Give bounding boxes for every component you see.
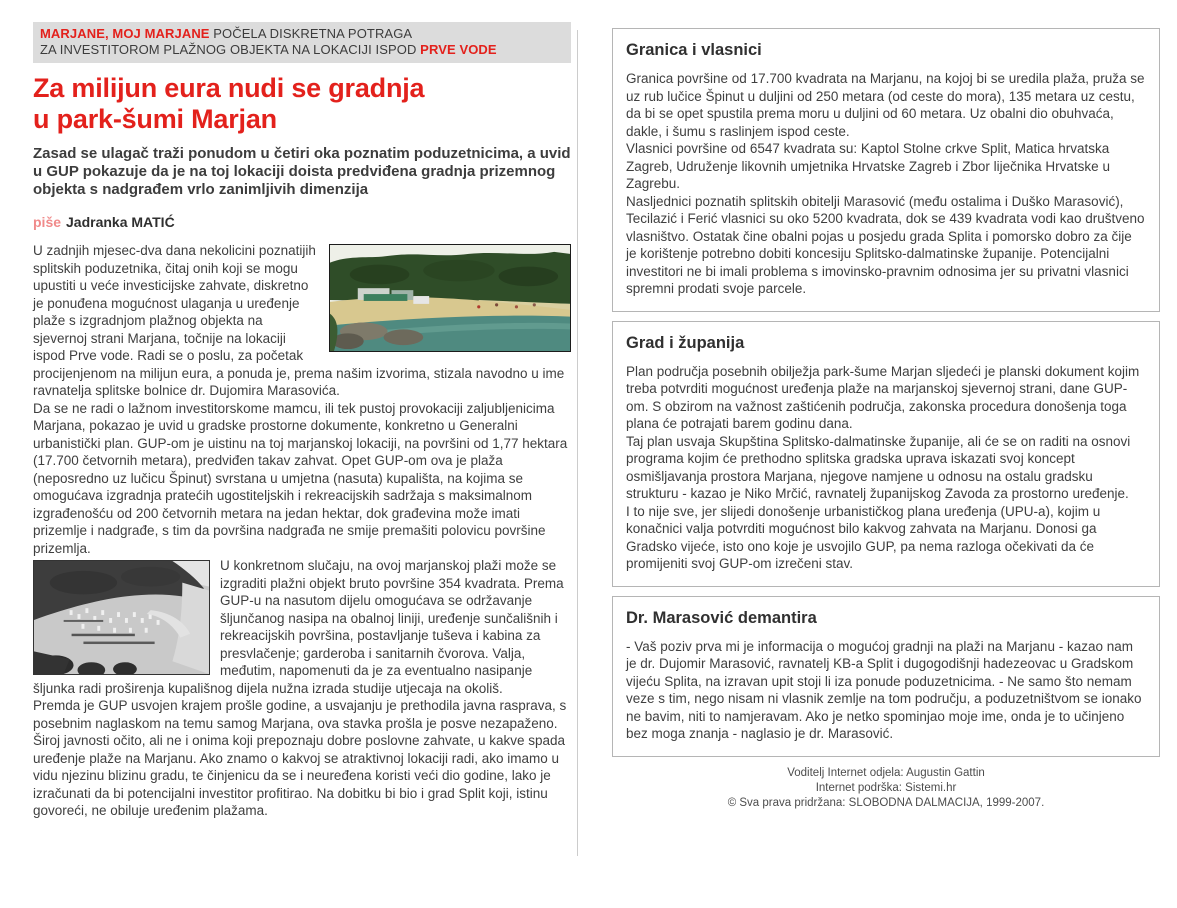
byline-label: piše <box>33 214 62 230</box>
sidebar-column <box>612 28 1160 811</box>
byline <box>33 214 571 230</box>
column-divider <box>577 30 578 856</box>
headline-line-2: u park-šumi Marjan <box>33 104 277 134</box>
byline-author: Jadranka MATIĆ <box>66 214 175 230</box>
beach-photo-graphic <box>330 245 570 351</box>
kicker-red-1: MARJANE, MOJ MARJANE <box>40 26 210 41</box>
beach-photo <box>329 244 571 352</box>
box-title-grad: Grad i županija <box>626 333 745 352</box>
box-text-line: Granica površine od 17.700 kvadrata na Marjanu, na kojoj bi se uredila plaža, pruža se uz rub lučice Špinut u duljini od 250 metara (od ceste do mora), 135 metara uz cestu, da bi se opet spustila prema moru u duljini od 60 metara. Uz obalni dio obuhvaća, dakle, i šumu s raslinjem ispod ceste. <box>626 71 1145 139</box>
kicker-strip <box>33 22 571 63</box>
box-text-line: Taj plan usvaja Skupština Splitsko-dalmatinske županije, ali će se on raditi na osnovi programa kojim će prethodno splitska gradska uprava iskazati svoj koncept osmišljavanja prostora Marjana, njegove namjene u odnosu na ostalu gradsku strukturu - kazao je Niko Mrčić, ravnatelj županijskog Zavoda za prostorno uređenje. <box>626 433 1131 501</box>
sidebar-box-grad <box>612 321 1160 587</box>
marina-photo <box>33 560 210 675</box>
box-text-line: Vlasnici površine od 6547 kvadrata su: Kaptol Stolne crkve Split, Matica hrvatska Zagreb, Udruženje likovnih umjetnika Hrvatske Zagreb i Zbor liječnika Hrvatske u Zagrebu. <box>626 141 1110 191</box>
box-text-line: - Vaš poziv prva mi je informacija o mogućoj gradnji na plaži na Marjanu - kazao nam je dr. Dujomir Marasović, ravnatelj KB-a Split i dugogodišnji hadezeovac u Gradskom vijeću Splita, na izravan upit stoji li iza ponude poduzetnicima. - Ne samo što nemam veze s tim, nego nisam ni vlasnik zemlje na tom području, a poduzetništvom se ionako ne bavim, niti to namjeravam. Ako je netko spominjao moje ime, onda je to učinjeno bez moga znanja - naglasio je dr. Marasović. <box>626 638 1142 741</box>
footer-line-2: Internet podrška: Sistemi.hr <box>815 781 957 794</box>
footer-line-1: Voditelj Internet odjela: Augustin Gattin <box>787 766 985 779</box>
article-paragraph-3: U konkretnom slučaju, na ovoj marjanskoj plaži može se izgraditi plažni objekt bruto površine 354 kvadrata. Prema GUP-u na nasutom dijelu omogućava se održavanje šljunčanog nasipa na obalnoj liniji, uređenje sunčališnih i rekreacijskih površina, postavljanje tuševa i kabina za presvlačenje; garderoba i sanitarnih čvorova. Valja, međutim, napomenuti da je za eventualno nasipanje šljunka radi proširenja kupališnog dijela nužna izrada studije utjecaja na okoliš. <box>33 558 564 696</box>
box-text-line: Plan područja posebnih obilježja park-šume Marjan sljedeći je planski dokument kojim treba potvrditi mogućnost uređenja plaže na marjanskoj sjevernoj strani, dane GUP-om. S obzirom na važnost zaštićenih područja, zakonska procedura donošenja toga plana će potrajati barem godinu dana. <box>626 363 1140 431</box>
article-body <box>33 242 571 820</box>
marina-photo-graphic <box>34 561 209 674</box>
article-paragraph-4: Premda je GUP usvojen krajem prošle godine, a usvajanju je prethodila javna rasprava, s posebnim naglaskom na temu samog Marjana, ova stavka prošla je posve nezapaženo. Široj javnosti očito, ali ne i onima koji prepoznaju dobre poslovne zahvate, u kakve spada uređenje plaže na Marjanu. Ako znamo o kakvoj se atraktivnoj lokaciji radi, ako imamo u vidu njezinu blizinu gradu, te činjenicu da se i neuređena koristi veći dio godine, lako je izračunati da bi potencijalni investitor profitirao. Na dobitku bi bio i grad Split koji, istinu govoreći, ne obiluje uređenim plažama. <box>33 698 567 818</box>
kicker-dark-2: ZA INVESTITOROM PLAŽNOG OBJEKTA NA LOKACIJI ISPOD <box>40 42 421 57</box>
box-title-marasovic: Dr. Marasović demantira <box>626 608 817 627</box>
article-headline <box>33 73 571 135</box>
headline-line-1: Za milijun eura nudi se gradnja <box>33 73 425 103</box>
box-title-granica: Granica i vlasnici <box>626 41 762 59</box>
kicker-dark-1: POČELA DISKRETNA POTRAGA <box>209 26 413 41</box>
article-paragraph-2: Da se ne radi o lažnom investitorskome mamcu, ili tek pustoj provokaciji zaljubljenicima Marjana, pokazao je uvid u gradske prostorne dokumente, konkretno u Generalni urbanistički plan. GUP-om je uistinu na toj marjanskoj lokaciji, na površini od 1,77 hektara (17.700 četvornih metara), predviđen takav zahvat. Opet GUP-om ova je plaža (neposredno uz lučicu Špinut) svrstana u umjetna (nasuta) kupališta, na kojima se omogućava izgradnja pratećih ugostiteljskih i rekreacijskih sadržaja s maksimalnom izgrađenošću od 200 četvornih metara na jedan hektar, dok građevina može imati prizemlje i nadgrađe, s tim da površina nadgrađa ne smije premašiti polovicu površine prizemlja. <box>33 400 568 556</box>
article-paragraph-1: U zadnjih mjesec-dva dana nekolicini poznatijih splitskih poduzetnika, čitaj onih koji se mogu upustiti u veće investicijske zahvate, diskretno je ponuđena mogućnost ulaganja u uređenje plaže s izgradnjom plažnog objekta na sjevernoj strani Marjana, točnije na lokaciji ispod Prve vode. Radi se o poslu, za početak procijenjenom na milijun eura, a ponuda je, prema našim izvorima, stizala navodno u ime ravnatelja splitske bolnice dr. Dujomira Marasovića. <box>33 243 565 398</box>
box-text-line: I to nije sve, jer slijedi donošenje urbanističkog plana uređenja (UPU-a), kojim u konačnici valja potvrditi mogućnost bilo kakvog zahvata na Marjanu. Donosi ga Gradsko vijeće, isto ono koje je usvojilo GUP, pa nema razloga očekivati da će promijeniti svoj GUP-om izrečeni stav. <box>626 503 1101 571</box>
kicker-red-2: PRVE VODE <box>420 42 497 57</box>
sidebar-box-granica <box>612 28 1160 312</box>
footer-line-3: © Sva prava pridržana: SLOBODNA DALMACIJA, 1999-2007. <box>727 796 1045 809</box>
box-text-line: Nasljednici poznatih splitskih obitelji Marasović (među ostalima i Duško Marasović), Tecilazić i Ferić vlasnici su oko 5200 kvadrata, dok se 439 kvadrata vodi kao društveno vlasništvo. Ostatak čine obalni pojas u posjedu grada Splita i pomorsko dobro za čije je korištenje potrebno dobiti koncesiju Splitsko-dalmatinske županije. Potencijalni investitori ne bi imali problema s imovinsko-pravnim odnosima jer su privatni vlasnici spremni prodati svoje parcele. <box>626 193 1145 296</box>
article-column <box>33 22 571 820</box>
sidebar-box-marasovic <box>612 596 1160 757</box>
site-footer <box>612 766 1160 811</box>
article-lead: Zasad se ulagač traži ponudom u četiri oka poznatim poduzetnicima, a uvid u GUP pokazuje da je na toj lokaciji doista predviđena gradnja prizemnog objekta s nadgrađem vrlo zanimljivih dimenzija <box>33 145 571 198</box>
